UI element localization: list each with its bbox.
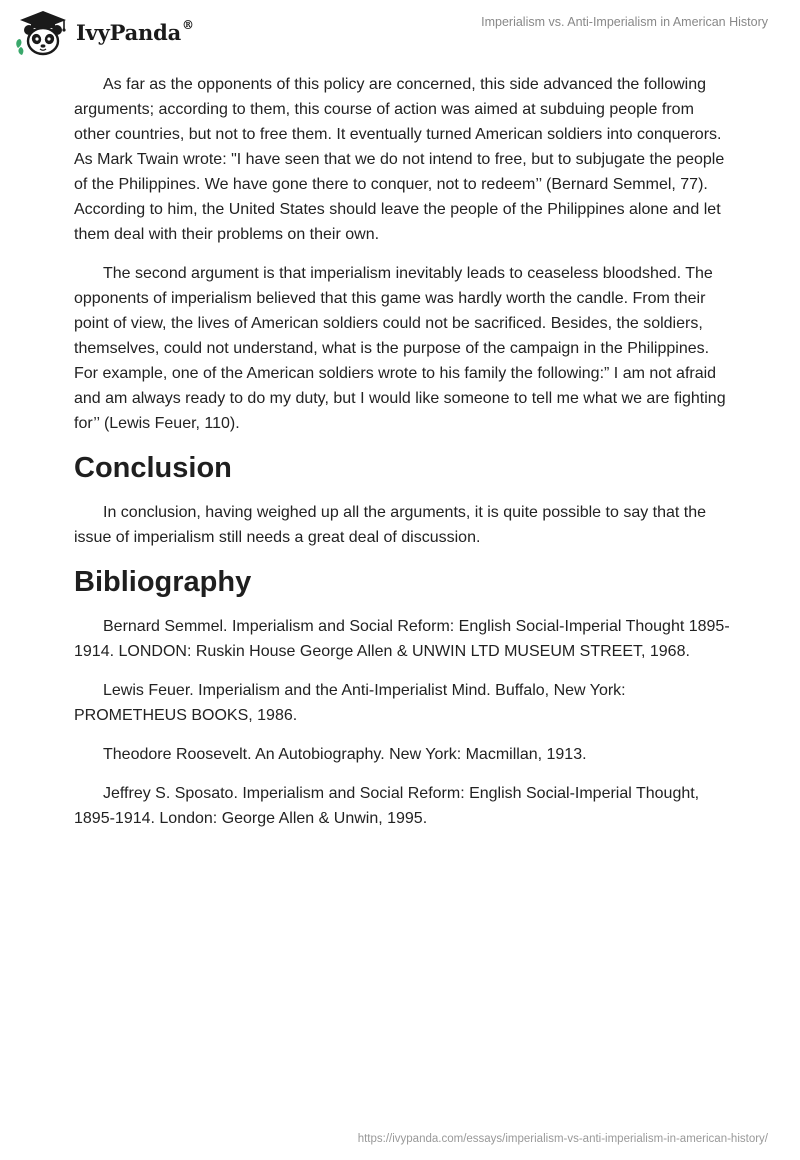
bibliography-entry: Lewis Feuer. Imperialism and the Anti-Imperialist Mind. Buffalo, New York: PROMETHEUS BOOKS, 1986. bbox=[74, 682, 626, 724]
essay-content bbox=[74, 72, 734, 845]
bibliography-entry: Jeffrey S. Sposato. Imperialism and Social Reform: English Social-Imperial Thought, 1895-1914. London: George Allen & Unwin, 1995. bbox=[74, 785, 700, 827]
logo-wordmark bbox=[76, 20, 194, 45]
conclusion-heading: Conclusion bbox=[74, 452, 232, 484]
conclusion-paragraph: In conclusion, having weighed up all the arguments, it is quite possible to say that the issue of imperialism still needs a great deal of discussion. bbox=[74, 504, 707, 546]
panda-graduation-cap-icon bbox=[14, 9, 72, 57]
bibliography-entry: Theodore Roosevelt. An Autobiography. New York: Macmillan, 1913. bbox=[103, 746, 587, 763]
running-title: Imperialism vs. Anti-Imperialism in American History bbox=[481, 15, 768, 29]
body-paragraph: As far as the opponents of this policy are concerned, this side advanced the following arguments; according to them, this course of action was aimed at subduing people from other countries, but not to free them. It eventually turned American soldiers into conquerors. As Mark Twain wrote: "I have seen that we do not intend to free, but to subjugate the people of the Philippines. We have gone there to conquer, not to redeem’’ (Bernard Semmel, 77). According to him, the United States should leave the people of the Philippines alone and let them deal with their problems on their own. bbox=[74, 76, 725, 243]
page-header bbox=[0, 0, 800, 62]
body-paragraph: The second argument is that imperialism inevitably leads to ceaseless bloodshed. The opponents of imperialism believed that this game was hardly worth the candle. From their point of view, the lives of American soldiers could not be sacrificed. Besides, the soldiers, themselves, could not understand, what is the purpose of the campaign in the Philippines. For example, one of the American soldiers wrote to his family the following:” I am not afraid and am always ready to do my duty, but I would like someone to tell me what we are fighting for’’ (Lewis Feuer, 110). bbox=[74, 265, 726, 432]
ivypanda-logo[interactable] bbox=[14, 9, 194, 57]
source-url[interactable]: https://ivypanda.com/essays/imperialism-vs-anti-imperialism-in-american-history/ bbox=[357, 1133, 768, 1145]
bibliography-entry: Bernard Semmel. Imperialism and Social Reform: English Social-Imperial Thought 1895-1914. LONDON: Ruskin House George Allen & UNWIN LTD MUSEUM STREET, 1968. bbox=[74, 618, 730, 660]
logo-registered-mark: ® bbox=[182, 18, 194, 32]
bibliography-heading: Bibliography bbox=[74, 566, 252, 598]
logo-name: IvyPanda bbox=[76, 20, 182, 45]
